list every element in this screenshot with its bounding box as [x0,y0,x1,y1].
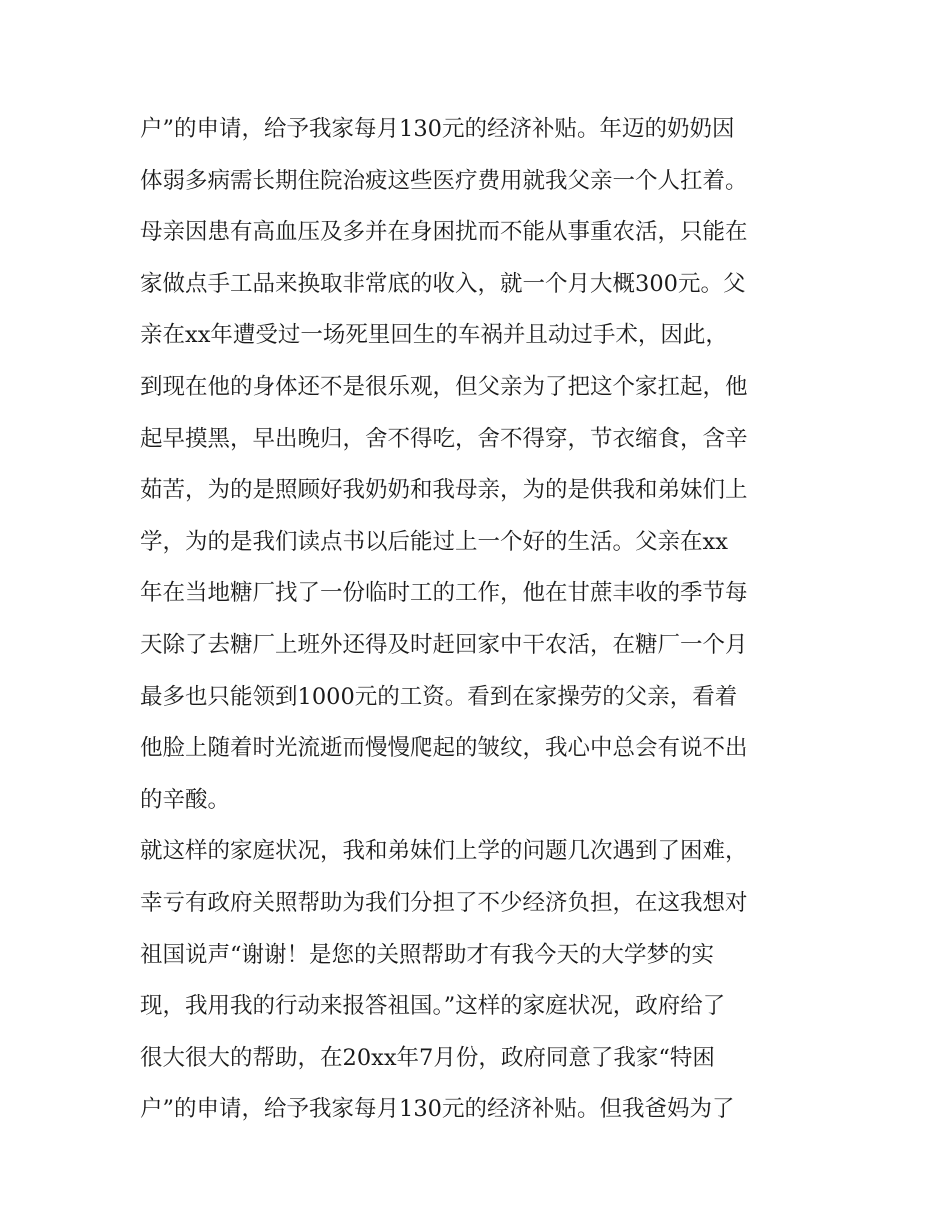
body-text [140,104,820,1136]
text-line: 天除了去糖厂上班外还得及时赶回家中干农活，在糖厂一个月 [140,631,748,658]
text-line: 幸亏有政府关照帮助为我们分担了不少经济负担，在这我想对 [140,889,748,916]
text-line: 现，我用我的行动来报答祖国。”这样的家庭状况，政府给了 [140,993,726,1020]
text-line: 起早摸黑，早出晚归，舍不得吃，舍不得穿，节衣缩食，含辛 [140,425,748,452]
text-line: 祖国说声“谢谢！是您的关照帮助才有我今天的大学梦的实 [140,941,715,968]
text-line: 年在当地糖厂找了一份临时工的工作，他在甘蔗丰收的季节每 [140,580,748,607]
text-line: 他脸上随着时光流逝而慢慢爬起的皱纹，我心中总会有说不出 [140,735,748,762]
text-line: 母亲因患有高血压及多并在身困扰而不能从事重农活，只能在 [140,219,748,246]
text-line: 户”的申请，给予我家每月130元的经济补贴。但我爸妈为了 [140,1096,735,1123]
text-line: 亲在xx年遭受过一场死里回生的车祸并且动过手术，因此， [140,322,728,349]
text-line: 最多也只能领到1000元的工资。看到在家操劳的父亲，看着 [140,683,738,710]
text-line: 很大很大的帮助，在20xx年7月份，政府同意了我家“特困 [140,1044,715,1071]
text-line: 的辛酸。 [140,786,231,813]
text-line: 家做点手工品来换取非常底的收入，就一个月大概300元。父 [140,270,746,297]
text-line: 就这样的家庭状况，我和弟妹们上学的问题几次遇到了困难， [140,838,748,865]
text-line: 体弱多病需长期住院治疲这些医疗费用就我父亲一个人扛着。 [140,167,748,194]
text-line: 学，为的是我们读点书以后能过上一个好的生活。父亲在xx [140,528,728,555]
text-line: 到现在他的身体还不是很乐观，但父亲为了把这个家扛起，他 [140,373,748,400]
text-line: 户”的申请，给予我家每月130元的经济补贴。年迈的奶奶因 [140,116,735,142]
text-line: 茹苦，为的是照顾好我奶奶和我母亲，为的是供我和弟妹们上 [140,477,748,504]
